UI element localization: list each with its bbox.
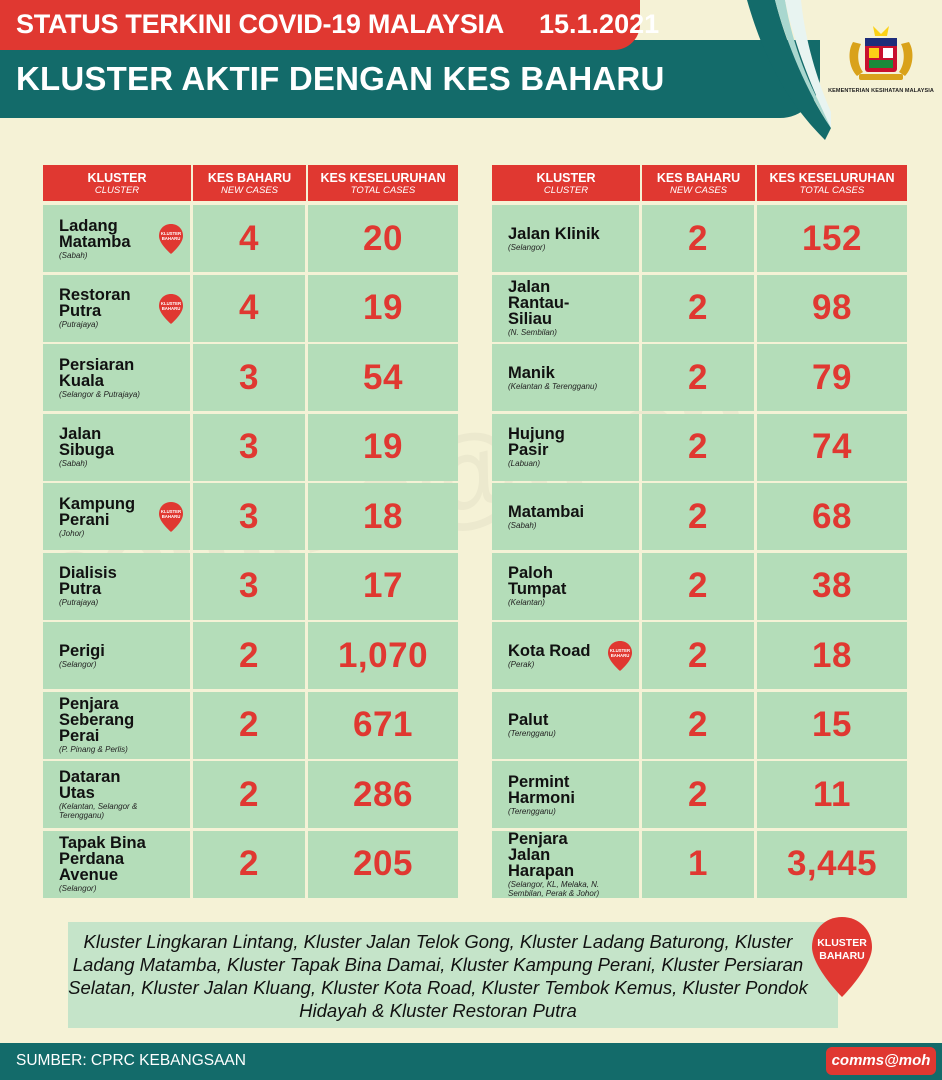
cluster-cell <box>492 553 642 620</box>
new-cases-value: 1 <box>688 844 708 883</box>
table-row <box>492 622 907 689</box>
total-cases-value: 79 <box>812 357 852 397</box>
total-cases-value: 152 <box>802 218 862 258</box>
total-cases-value: 18 <box>812 635 852 675</box>
new-cases-value: 2 <box>688 566 708 605</box>
table-row <box>43 622 458 689</box>
new-cases-cell <box>642 622 757 689</box>
table-row <box>492 692 907 759</box>
svg-text:KLUSTER: KLUSTER <box>160 300 182 306</box>
new-cluster-pin-icon <box>607 640 633 672</box>
column-header-cluster: KLUSTER CLUSTER <box>43 165 193 201</box>
new-cases-value: 2 <box>239 635 259 675</box>
cluster-cell <box>492 622 642 689</box>
new-clusters-note: Kluster Lingkaran Lintang, Kluster Jalan Telok Gong, Kluster Ladang Baturong, Kluster Ladang Matamba, Kluster Tapak Bina Damai, Kluster Kampung Perani, Kluster Persiaran Selatan, Kluster Jalan Kluang, Kluster Kota Road, Kluster Tembok Kemus, Kluster Pondok Hidayah & Kluster Restoran Putra <box>68 931 808 1021</box>
total-cases-cell <box>757 344 907 411</box>
table-row <box>492 205 907 272</box>
cluster-name: Palut <box>508 711 549 729</box>
cluster-name: Dialisis Putra <box>59 564 117 598</box>
cluster-name-block <box>59 553 159 620</box>
column-header-new-cases: KES BAHARU NEW CASES <box>642 165 757 201</box>
new-cases-cell <box>193 344 308 411</box>
total-cases-value: 19 <box>363 427 403 466</box>
total-cases-cell <box>308 344 458 411</box>
cluster-name: Kota Road <box>508 641 591 660</box>
cluster-name-block <box>508 344 608 411</box>
total-cases-value: 38 <box>812 566 852 605</box>
cluster-cell <box>43 553 193 620</box>
cluster-name: Tapak Bina Perdana Avenue <box>59 834 146 884</box>
cluster-name-block <box>508 692 608 759</box>
table-row <box>492 761 907 828</box>
cluster-state: (Selangor, KL, Melaka, N. Sembilan, Perak & Johor) <box>508 879 600 898</box>
cluster-name: Dataran Utas <box>59 768 121 802</box>
cluster-cell <box>492 692 642 759</box>
cluster-name-block <box>508 831 608 898</box>
cluster-cell <box>43 205 193 272</box>
cluster-name-block <box>59 692 159 759</box>
cluster-name-block <box>508 553 608 620</box>
cluster-state: (Kelantan) <box>508 598 545 607</box>
cluster-cell <box>492 344 642 411</box>
total-cases-value: 19 <box>363 288 403 327</box>
cluster-cell <box>492 831 642 898</box>
new-cases-value: 2 <box>688 427 708 466</box>
cluster-name: Manik <box>508 363 555 382</box>
total-cases-value: 18 <box>363 496 403 536</box>
new-cluster-pin-icon <box>158 223 184 255</box>
total-cases-cell <box>757 414 907 481</box>
column-header-cluster: KLUSTER CLUSTER <box>492 165 642 201</box>
new-cases-cell <box>193 414 308 481</box>
cluster-name-block <box>59 761 159 828</box>
total-cases-cell <box>308 553 458 620</box>
total-cases-value: 98 <box>812 288 852 327</box>
total-cases-value: 68 <box>812 496 852 536</box>
table-row <box>43 414 458 481</box>
svg-text:KLUSTER: KLUSTER <box>160 509 182 514</box>
cluster-name-block <box>508 761 608 828</box>
cluster-state: (Kelantan, Selangor & Terengganu) <box>59 802 138 820</box>
cluster-cell <box>43 275 193 342</box>
cluster-cell <box>43 831 193 898</box>
new-cases-value: 3 <box>239 357 259 397</box>
total-cases-cell <box>308 414 458 481</box>
table-row <box>492 344 907 411</box>
total-cases-cell <box>757 275 907 342</box>
table-row <box>43 344 458 411</box>
cluster-state: (Selangor) <box>59 884 97 893</box>
total-cases-value: 205 <box>353 844 413 883</box>
new-cases-value: 3 <box>239 496 259 536</box>
cluster-state: (Terengganu) <box>508 806 556 816</box>
new-cases-value: 2 <box>688 705 708 744</box>
table-row <box>492 483 907 550</box>
cluster-name-block <box>59 414 159 481</box>
new-cases-cell <box>193 622 308 689</box>
total-cases-cell <box>757 205 907 272</box>
new-cases-cell <box>642 831 757 898</box>
cluster-name: Matambai <box>508 502 585 521</box>
source-label: SUMBER: CPRC KEBANGSAAN <box>16 1052 246 1069</box>
cluster-name-block <box>508 205 608 272</box>
column-header-new-cases: KES BAHARU NEW CASES <box>193 165 308 201</box>
header-date: 15.1.2021 <box>539 9 660 39</box>
cluster-state: (Sabah) <box>59 459 88 468</box>
new-cases-cell <box>642 692 757 759</box>
cluster-name-block <box>59 831 159 898</box>
total-cases-cell <box>308 483 458 550</box>
table-row <box>492 414 907 481</box>
cluster-name: Penjara Seberang Perai <box>59 695 135 745</box>
column-header-total-cases: KES KESELURUHAN TOTAL CASES <box>757 165 907 201</box>
cluster-name: Perigi <box>59 641 105 660</box>
cluster-cell <box>492 483 642 550</box>
total-cases-cell <box>757 483 907 550</box>
cluster-state: (Kelantan & Terengganu) <box>508 381 598 391</box>
total-cases-value: 74 <box>812 427 852 466</box>
total-cases-value: 286 <box>353 774 413 814</box>
new-cases-cell <box>193 761 308 828</box>
new-cases-value: 2 <box>239 705 259 744</box>
header-title: STATUS TERKINI COVID-19 MALAYSIA <box>16 9 504 39</box>
new-cluster-pin-icon <box>158 501 184 533</box>
cluster-name-block <box>59 622 159 689</box>
new-cases-cell <box>642 761 757 828</box>
cluster-cell <box>492 205 642 272</box>
cluster-state: (Labuan) <box>508 459 541 468</box>
svg-text:BAHARU: BAHARU <box>161 236 181 241</box>
total-cases-cell <box>757 553 907 620</box>
total-cases-value: 20 <box>363 218 403 258</box>
new-cases-value: 2 <box>239 774 259 814</box>
new-cases-value: 4 <box>239 218 259 258</box>
cluster-state: (P. Pinang & Perlis) <box>59 745 128 754</box>
cluster-name: Jalan Sibuga <box>59 425 115 459</box>
new-cases-value: 2 <box>239 844 259 883</box>
svg-text:BAHARU: BAHARU <box>161 514 181 519</box>
table-row <box>43 275 458 342</box>
total-cases-cell <box>308 205 458 272</box>
total-cases-cell <box>757 761 907 828</box>
ministry-label: KEMENTERIAN KESIHATAN MALAYSIA <box>828 88 934 94</box>
badge-line-1: KLUSTER <box>817 937 867 949</box>
cluster-cell <box>43 761 193 828</box>
total-cases-value: 671 <box>353 705 413 744</box>
new-cases-cell <box>642 553 757 620</box>
malaysia-coat-of-arms-icon <box>845 22 917 86</box>
cluster-name-block <box>59 275 159 342</box>
new-cases-cell <box>193 553 308 620</box>
table-row <box>492 275 907 342</box>
cluster-name: Kampung Perani <box>59 494 136 529</box>
cluster-name: Ladang Matamba <box>59 216 131 251</box>
new-cases-cell <box>193 275 308 342</box>
total-cases-value: 54 <box>363 357 403 397</box>
table-row <box>43 692 458 759</box>
svg-text:BAHARU: BAHARU <box>161 305 181 311</box>
svg-text:KLUSTER: KLUSTER <box>160 231 182 236</box>
new-cases-value: 3 <box>239 427 259 466</box>
cluster-name: Restoran Putra <box>59 286 131 320</box>
cluster-name: Paloh Tumpat <box>508 564 567 598</box>
new-cluster-badge-icon <box>810 915 874 999</box>
cluster-state: (N. Sembilan) <box>508 328 557 337</box>
new-cases-cell <box>193 831 308 898</box>
cluster-state: (Sabah) <box>508 520 537 530</box>
new-cases-value: 2 <box>688 635 708 675</box>
total-cases-value: 3,445 <box>786 844 878 883</box>
cluster-state: (Perak) <box>508 659 535 669</box>
total-cases-value: 11 <box>813 774 851 814</box>
cluster-cell <box>492 275 642 342</box>
total-cases-value: 15 <box>812 705 852 744</box>
cluster-state: (Terengganu) <box>508 729 556 738</box>
cluster-cell <box>492 761 642 828</box>
cluster-state: (Johor) <box>59 528 85 538</box>
total-cases-cell <box>757 692 907 759</box>
new-cases-cell <box>642 483 757 550</box>
total-cases-value: 17 <box>363 566 403 605</box>
cluster-name-block <box>508 414 608 481</box>
total-cases-value: 1,070 <box>337 635 429 675</box>
new-cases-cell <box>193 205 308 272</box>
new-cases-value: 2 <box>688 496 708 536</box>
total-cases-cell <box>757 622 907 689</box>
table-row <box>43 483 458 550</box>
cluster-state: (Sabah) <box>59 250 88 260</box>
header-subtitle: KLUSTER AKTIF DENGAN KES BAHARU <box>16 60 665 97</box>
new-cases-value: 3 <box>239 566 259 605</box>
cluster-name-block <box>59 344 159 411</box>
total-cases-cell <box>308 761 458 828</box>
new-cases-cell <box>642 275 757 342</box>
cluster-cell <box>43 483 193 550</box>
page-curl-decoration <box>745 0 833 142</box>
table-row <box>43 831 458 898</box>
cluster-name: Permint Harmoni <box>508 772 575 807</box>
column-header-total-cases: KES KESELURUHAN TOTAL CASES <box>308 165 458 201</box>
total-cases-cell <box>308 831 458 898</box>
new-cases-cell <box>642 414 757 481</box>
new-cases-cell <box>642 344 757 411</box>
table-row <box>492 831 907 898</box>
cluster-cell <box>43 414 193 481</box>
new-cluster-pin-icon <box>158 293 184 325</box>
total-cases-cell <box>308 692 458 759</box>
cluster-name-block <box>59 205 159 272</box>
badge-line-2: BAHARU <box>819 950 865 962</box>
svg-text:KLUSTER: KLUSTER <box>609 648 631 653</box>
cluster-name: Jalan Rantau-Siliau <box>508 278 570 328</box>
cluster-name: Hujung Pasir <box>508 425 565 459</box>
table-row <box>43 553 458 620</box>
cluster-name: Jalan Klinik <box>508 224 600 243</box>
cluster-cell <box>43 692 193 759</box>
brand-logo: comms@moh <box>826 1047 936 1075</box>
cluster-name: Persiaran Kuala <box>59 355 135 390</box>
new-cases-value: 2 <box>688 288 708 327</box>
total-cases-cell <box>308 275 458 342</box>
cluster-state: (Selangor) <box>508 242 546 252</box>
new-cases-cell <box>193 692 308 759</box>
svg-text:BAHARU: BAHARU <box>610 653 630 658</box>
cluster-state: (Putrajaya) <box>59 598 99 607</box>
cluster-state: (Selangor & Putrajaya) <box>59 389 140 399</box>
table-row <box>492 553 907 620</box>
table-row <box>43 761 458 828</box>
cluster-cell <box>43 622 193 689</box>
new-cases-cell <box>642 205 757 272</box>
table-row <box>43 205 458 272</box>
cluster-cell <box>43 344 193 411</box>
cluster-name-block <box>508 622 608 689</box>
total-cases-cell <box>308 622 458 689</box>
cluster-cell <box>492 414 642 481</box>
new-cases-value: 2 <box>688 357 708 397</box>
cluster-state: (Putrajaya) <box>59 320 99 329</box>
cluster-state: (Selangor) <box>59 659 97 669</box>
new-cases-value: 2 <box>688 218 708 258</box>
new-cases-value: 4 <box>239 288 259 327</box>
cluster-name-block <box>508 275 608 342</box>
total-cases-cell <box>757 831 907 898</box>
new-cases-value: 2 <box>688 774 708 814</box>
cluster-name-block <box>59 483 159 550</box>
cluster-name-block <box>508 483 608 550</box>
new-cases-cell <box>193 483 308 550</box>
cluster-name: Penjara Jalan Harapan <box>508 829 575 880</box>
